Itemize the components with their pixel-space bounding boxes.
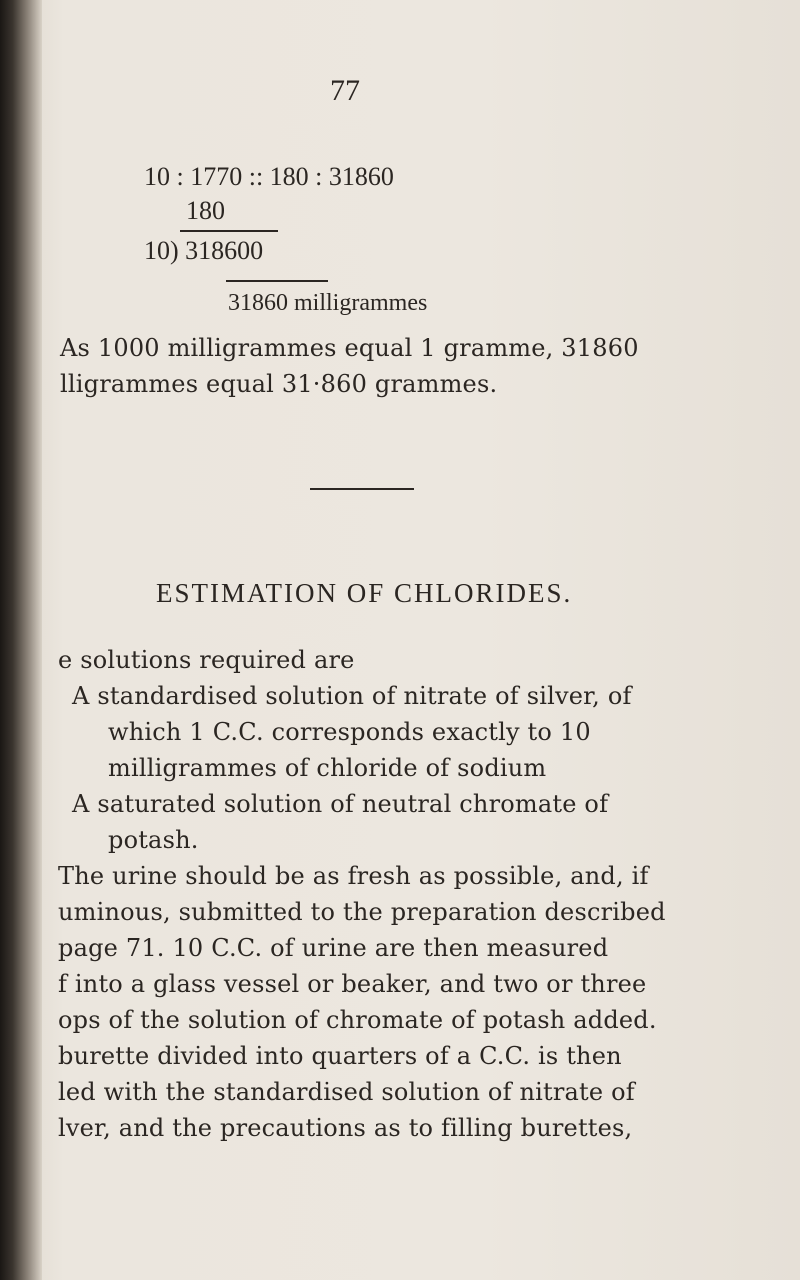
body-line: The urine should be as fresh as possible, and, if <box>58 862 649 890</box>
body-line: potash. <box>108 826 199 854</box>
section-divider <box>310 488 414 490</box>
multiplier-line: 180 <box>186 196 225 225</box>
body-line: A saturated solution of neutral chromate of <box>72 790 609 818</box>
body-line: e solutions required are <box>58 646 355 674</box>
proportion-line: 10 : 1770 :: 180 : 31860 <box>144 162 394 191</box>
conversion-line: lligrammes equal 31·860 grammes. <box>60 370 498 398</box>
multiplication-rule <box>180 230 278 232</box>
body-line: A standardised solution of nitrate of silver, of <box>72 682 632 710</box>
body-line: uminous, submitted to the preparation described <box>58 898 666 926</box>
body-line: led with the standardised solution of nitrate of <box>58 1078 635 1106</box>
page-number: 77 <box>330 74 360 107</box>
body-line: which 1 C.C. corresponds exactly to 10 <box>108 718 591 746</box>
body-line: burette divided into quarters of a C.C. is then <box>58 1042 622 1070</box>
conversion-line: As 1000 milligrammes equal 1 gramme, 31860 <box>60 334 639 362</box>
division-rule <box>226 280 328 282</box>
page-gutter-shadow <box>0 0 42 1280</box>
section-heading: ESTIMATION OF CHLORIDES. <box>156 578 573 608</box>
result-line: 31860 milligrammes <box>228 290 428 316</box>
body-line: lver, and the precautions as to filling burettes, <box>58 1114 633 1142</box>
body-line: f into a glass vessel or beaker, and two or three <box>58 970 647 998</box>
body-line: ops of the solution of chromate of potash added. <box>58 1006 657 1034</box>
body-line: milligrammes of chloride of sodium <box>108 754 547 782</box>
body-line: page 71. 10 C.C. of urine are then measured <box>58 934 609 962</box>
division-line: 10) 318600 <box>144 236 264 265</box>
